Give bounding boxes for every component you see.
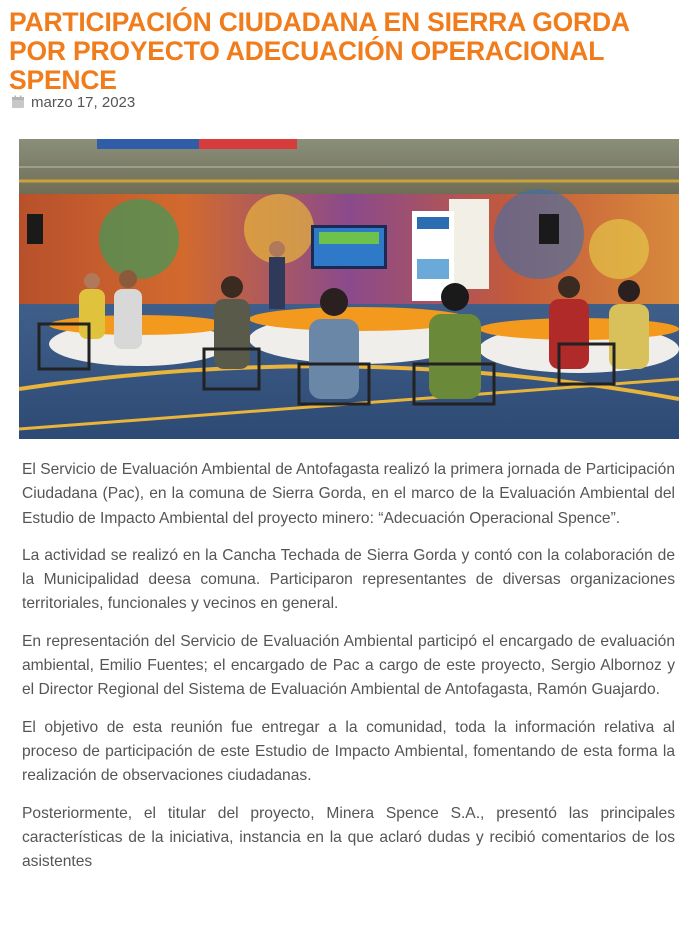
post-date [11, 92, 135, 112]
calendar-icon [11, 95, 25, 109]
paragraph: La actividad se realizó en la Cancha Techada de Sierra Gorda y contó con la colaboración de la Municipalidad deesa comuna. Participaron representantes de diversas organizaciones territoriales, funcionales y vecinos en general. [22, 546, 675, 613]
article-title: PARTICIPACIÓN CIUDADANA EN SIERRA GORDA POR PROYECTO ADECUACIÓN OPERACIONAL SPENCE [9, 7, 629, 95]
paragraph: El objetivo de esta reunión fue entregar a la comunidad, toda la información relativa al proceso de participación de este Estudio de Impacto Ambiental, fomentando de esta forma la realización de observaciones ciudadanas. [22, 718, 675, 785]
paragraph: En representación del Servicio de Evaluación Ambiental participó el encargado de evaluación ambiental, Emilio Fuentes; el encargado de Pac a cargo de este proyecto, Sergio Albornoz y el Director Regional del Sistema de Evaluación Ambiental de Antofagasta, Ramón Guajardo. [22, 632, 675, 699]
article-photo [19, 139, 679, 439]
article-body [22, 458, 675, 887]
paragraph: El Servicio de Evaluación Ambiental de Antofagasta realizó la primera jornada de Participación Ciudadana (Pac), en la comuna de Sierra Gorda, en el marco de la Evaluación Ambiental del Estudio de Impacto Ambiental del proyecto minero: “Adecuación Operacional Spence”. [22, 461, 675, 527]
post-date-text: marzo 17, 2023 [31, 93, 136, 111]
paragraph: Posteriormente, el titular del proyecto, Minera Spence S.A., presentó las principales características de la iniciativa, instancia en la que aclaró dudas y recibió comentarios de los asistentes [22, 804, 675, 871]
